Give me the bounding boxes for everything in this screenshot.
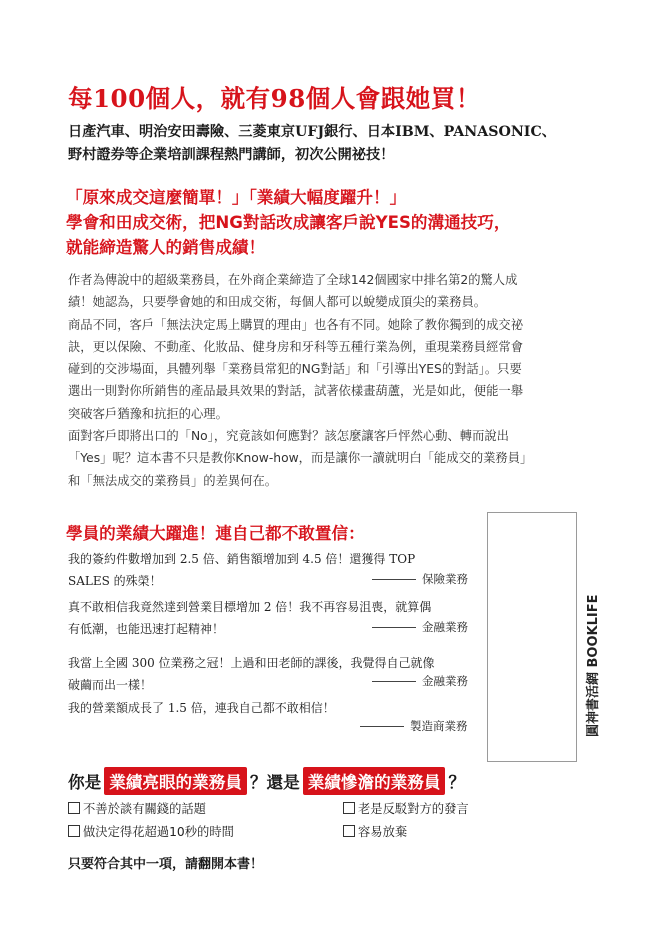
dash-rule [372,579,416,580]
body-line: 商品不同，客戶「無法決定馬上購買的理由」也各有不同。她除了教你獨到的成交祕 [68,317,523,332]
question-part: ？還是 [249,773,300,792]
testimonial-source [372,571,468,587]
testimonial-source [372,619,468,635]
testimonial-source [360,718,468,734]
testimonial-text-line: 我的營業額成長了 1.5 倍，連我自己都不敢相信！ [68,701,335,715]
body-line: 和「無法成交的業務員」的差異何在。 [68,473,278,488]
question-row [68,767,465,795]
body-line: 績！她認為，只要學會她的和田成交術，每個人都可以蛻變成頂尖的業務員。 [68,295,487,310]
testimonial-text-line: 我當上全國 300 位業務之冠！上過和田老師的課後，我覺得自己就像 [68,656,435,670]
body-line: 碰到的交涉場面，具體列舉「業務員常犯的NG對話」和「引導出YES的對話」。只要 [68,362,522,377]
checklist-item [343,799,469,817]
checkbox-icon [343,802,355,814]
source-label: 金融業務 [422,620,468,634]
dash-rule [360,726,404,727]
body-line: 面對客戶即將出口的「No」，究竟該如何應對？該怎麼讓客戶怦然心動、轉而說出 [68,429,509,444]
dash-rule [372,681,416,682]
question-part: ？ [448,773,466,792]
checklist-label: 做決定得花超過10秒的時間 [83,825,234,839]
closing-line: 只要符合其中一項，請翻開本書！ [68,857,264,872]
body-line: 「Yes」呢？這本書不只是教你Know-how，而是讓你一讀就明白「能成交的業務員」 [68,451,533,466]
logo-text: 圓神書活網 BOOKLIFE [586,594,601,737]
book-cover-frame [487,512,577,762]
highlight-poor-salesperson: 業績慘澹的業務員 [303,767,446,795]
quote-line-1: 「原來成交這麼簡單！」「業績大幅度躍升！」 [66,188,407,207]
question-part: 你是 [68,773,102,792]
testimonial-text-line: 破繭而出一樣！ [68,677,153,692]
source-label: 保險業務 [422,572,468,586]
testimonials-heading: 學員的業績大躍進！連自己都不敢置信： [66,524,365,543]
subheadline-line-2: 野村證券等企業培訓課程熱門講師，初次公開祕技！ [68,147,395,163]
testimonial-text-line: SALES 的殊榮！ [68,573,162,588]
testimonial-text-line: 真不敢相信我竟然達到營業目標增加 2 倍！我不再容易沮喪，就算偶 [68,600,432,614]
testimonial-text-line: 我的簽約件數增加到 2.5 倍、銷售額增加到 4.5 倍！還獲得 TOP [68,552,416,566]
body-text [68,269,608,492]
checklist-label: 老是反駁對方的發言 [358,802,469,816]
body-line: 訣，更以保險、不動產、化妝品、健身房和牙科等五種行業為例，重現業務員經常會 [68,339,523,354]
highlight-good-salesperson: 業績亮眼的業務員 [104,767,247,795]
testimonial-source [372,673,468,689]
checklist-label: 容易放棄 [358,825,408,839]
checklist-item [68,799,206,817]
checkbox-icon [68,802,80,814]
quote-line-2: 學會和田成交術，把NG對話改成讓客戶說YES的溝通技巧， [66,213,511,232]
body-line: 選出一則對你所銷售的產品最具效果的對話，試著依樣畫葫蘆，光是如此，便能一舉 [68,384,523,399]
body-line: 作者為傳說中的超級業務員，在外商企業締造了全球142個國家中排名第2的驚人成 [68,273,518,287]
testimonial-item [68,698,335,720]
checkbox-icon [68,825,80,837]
checklist-item [343,822,407,840]
checklist-item [68,822,234,840]
testimonial-text-line: 有低潮，也能迅速打起精神！ [68,621,225,636]
headline: 每100個人，就有98個人會跟她買！ [68,84,481,113]
dash-rule [372,627,416,628]
body-line: 突破客戶猶豫和抗拒的心理。 [68,406,228,421]
checkbox-icon [343,825,355,837]
source-label: 製造商業務 [410,719,468,733]
quote-line-3: 就能締造驚人的銷售成績！ [66,238,266,257]
checklist-label: 不善於談有關錢的話題 [83,802,206,816]
testimonial-item [68,549,415,592]
source-label: 金融業務 [422,674,468,688]
subheadline-line-1: 日產汽車、明治安田壽險、三菱東京UFJ銀行、日本IBM、PANASONIC、 [68,124,556,140]
booklife-logo [582,587,602,737]
